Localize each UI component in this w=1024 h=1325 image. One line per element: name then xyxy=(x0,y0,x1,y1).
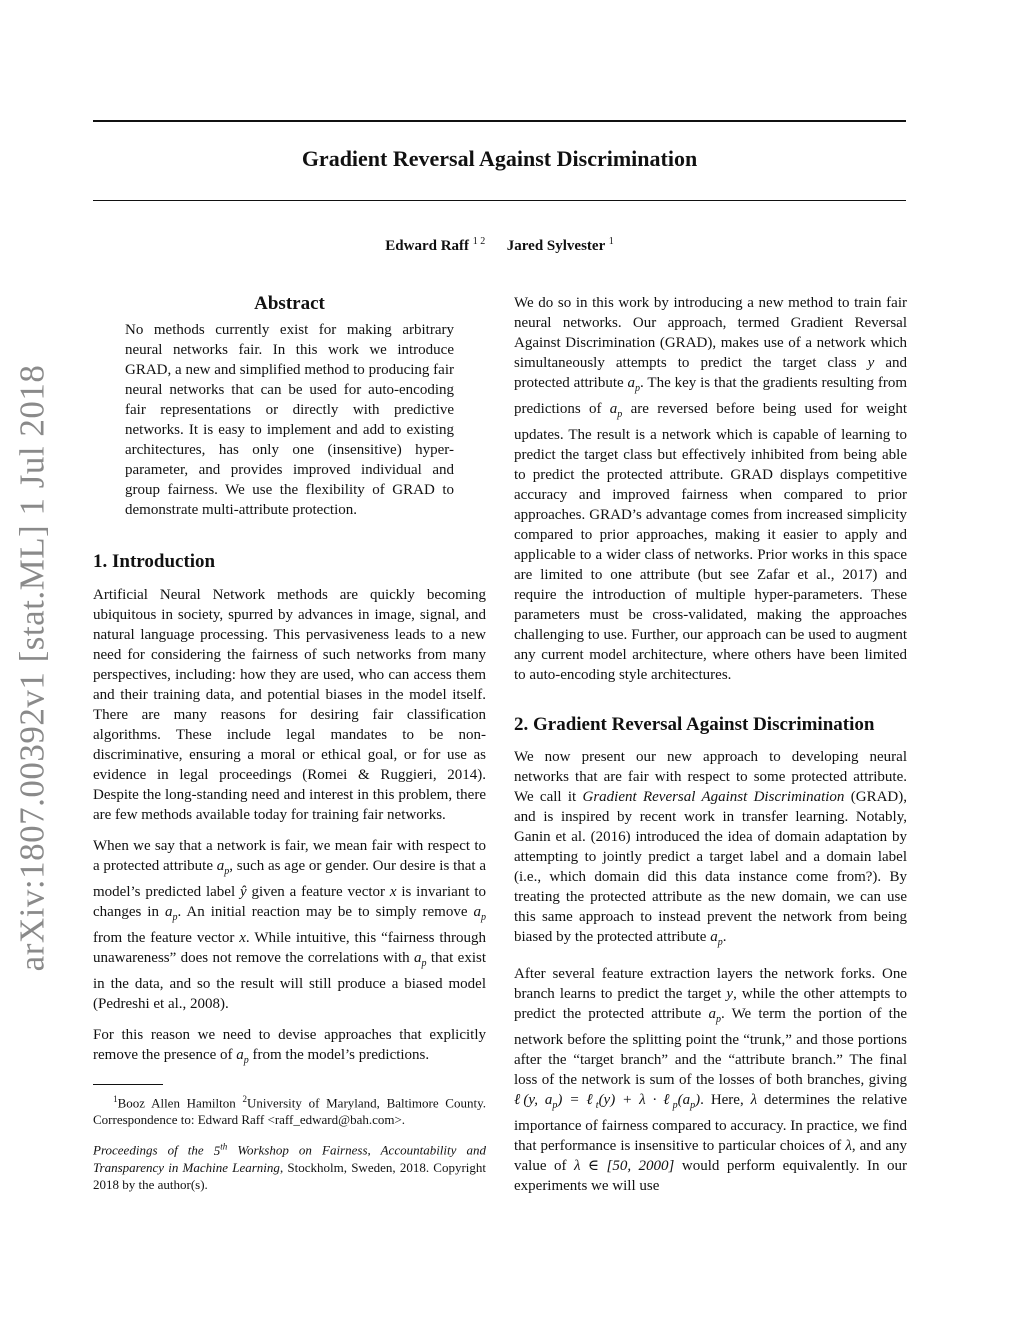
grad-paragraph: After several feature extraction layers the network forks. One branch learns to predict the target y, while the other attempts to predict the protected attribute $a_p$. We term the portion of the network before the splitting point the “trunk,” and those portions after the “target branch” and the “attribute branch.” The final loss of the network is sum of the losses of both branches, giving ℓ(y, $a_p$) = ℓ$_t$(y) + $\lambda \cdot \ell_p(a_p)$. Here, λ determines the relative importance of fairness compared to accuracy. In practice, we find that performance is insensitive to particular choices of λ, and any value of λ ∈ [50, 2000] would perform equivalently. In our experiments we will use xyxy=(514,966,908,1194)
arxiv-id: arXiv:1807.00392v1 [stat.ML] 1 Jul 2018 xyxy=(12,364,51,972)
abstract-text: No methods currently exist for making arbitrary neural networks fair. In this work we introduce GRAD, a new and simplified method to producing fair neural networks that can be used for auto-encoding fair representations or directly with predictive networks. It is easy to implement and add to existing architectures, has only one (insensitive) hyper-parameter, and provides improved individual and group fairness. We use the flexibility of GRAD to demonstrate multi-attribute protection. xyxy=(125,322,454,518)
grad-paragraph: We now present our new approach to developing neural networks that are fair with respect to some protected attribute. We call it Gradient Reversal Against Discrimination (GRAD), and is inspired by recent work in transfer learning. Notably, Ganin et al. (2016) introduced the idea of domain adaptation by attempting to jointly predict a target label and a domain label (i.e., which domain did this data instance come from?). By treating the protected attribute as the new domain, we can use this same approach to instead prevent the network from being biased by the protected attribute $a_p$. xyxy=(514,749,907,948)
author-name: Jared Sylvester xyxy=(506,238,605,254)
author-affiliation: 1 xyxy=(608,236,614,247)
section-heading-grad: 2. Gradient Reversal Against Discrimination xyxy=(514,714,875,735)
intro-paragraph: For this reason we need to devise approaches that explicitly remove the presence of $a_p$ from the model’s predictions. xyxy=(93,1027,486,1066)
title-rule-top xyxy=(93,120,906,122)
arxiv-stamp xyxy=(8,364,56,972)
intro-paragraph: Artificial Neural Network methods are quickly becoming ubiquitous in society, spurred by advances in image, signal, and natural language processing. This pervasiveness leads to a new need for considering the fairness of such networks from many perspectives, including: how they are used, who can access them and their training data, and potential biases in the model itself. There are many reasons for desiring fair classification algorithms. These include legal mandates to be non-discriminative, ensuring a moral or ethical goal, or for use as evidence in legal proceedings (Romei & Ruggieri, 2014). Despite the long-standing need and interest in this problem, there are few methods available today for training fair networks. xyxy=(93,587,486,823)
intro-paragraph: When we say that a network is fair, we mean fair with respect to a protected attribute $a_p$, such as age or gender. Our desire is that a model’s predicted label ŷ given a feature vector x is invariant to changes in $a_p$. An initial reaction may be to simply remove $a_p$ from the feature vector x. While intuitive, this “fairness through unawareness” does not remove the correlations with $a_p$ that exist in the data, and so the result will still produce a biased model (Pedreshi et al., 2008). xyxy=(93,838,487,1012)
title-rule-bottom xyxy=(93,200,906,201)
left-column xyxy=(93,290,486,1193)
footnote-affiliations: $^1$Booz Allen Hamilton $^2$University of Maryland, Baltimore County. Correspondence to: Edward Raff <raff_edward@bah.com>. xyxy=(93,1094,486,1128)
author-name: Edward Raff xyxy=(385,238,470,254)
author-line xyxy=(93,236,906,255)
paper-title: Gradient Reversal Against Discrimination xyxy=(301,146,698,171)
intro-paragraph: We do so in this work by introducing a new method to train fair neural networks. Our approach, termed Gradient Reversal Against Discrimination (GRAD), makes use of a network which simultaneously attempts to predict the target class y and protected attribute $a_p$. The key is that the gradients resulting from predictions of $a_p$ are reversed before being used for weight updates. The result is a network which is capable of learning to predict the target class but effectively inhibited from being able to predict the protected attribute. GRAD displays competitive accuracy and improved fairness when compared to prior approaches. GRAD’s advantage comes from increased simplicity compared to prior approaches, making it easier to apply and applicable to a wider class of networks. Prior works in this space are limited to one attribute (but see Zafar et al., 2017) and require the introduction of multiple hyper-parameters. These parameters must be cross-validated, making the approaches challenging to use. Further, our approach can be used to augment any current model architecture, where others have been limited to auto-encoding style architectures. xyxy=(514,295,907,683)
footnote-proceedings: Proceedings of the 5th Workshop on Fairness, Accountability and Transparency in Machine Learning, Stockholm, Sweden, 2018. Copyright 2018 by the author(s). xyxy=(93,1141,487,1192)
right-column xyxy=(514,293,907,1196)
abstract-heading: Abstract xyxy=(254,293,325,314)
footnote-rule xyxy=(93,1084,163,1085)
loss-equation: ℓ(y, $a_p$) = ℓ$_t$(y) + $\lambda \cdot \ell_p(a_p)$ xyxy=(514,1092,701,1111)
section-heading-introduction: 1. Introduction xyxy=(93,551,216,572)
author-affiliation: 1 2 xyxy=(472,236,486,247)
